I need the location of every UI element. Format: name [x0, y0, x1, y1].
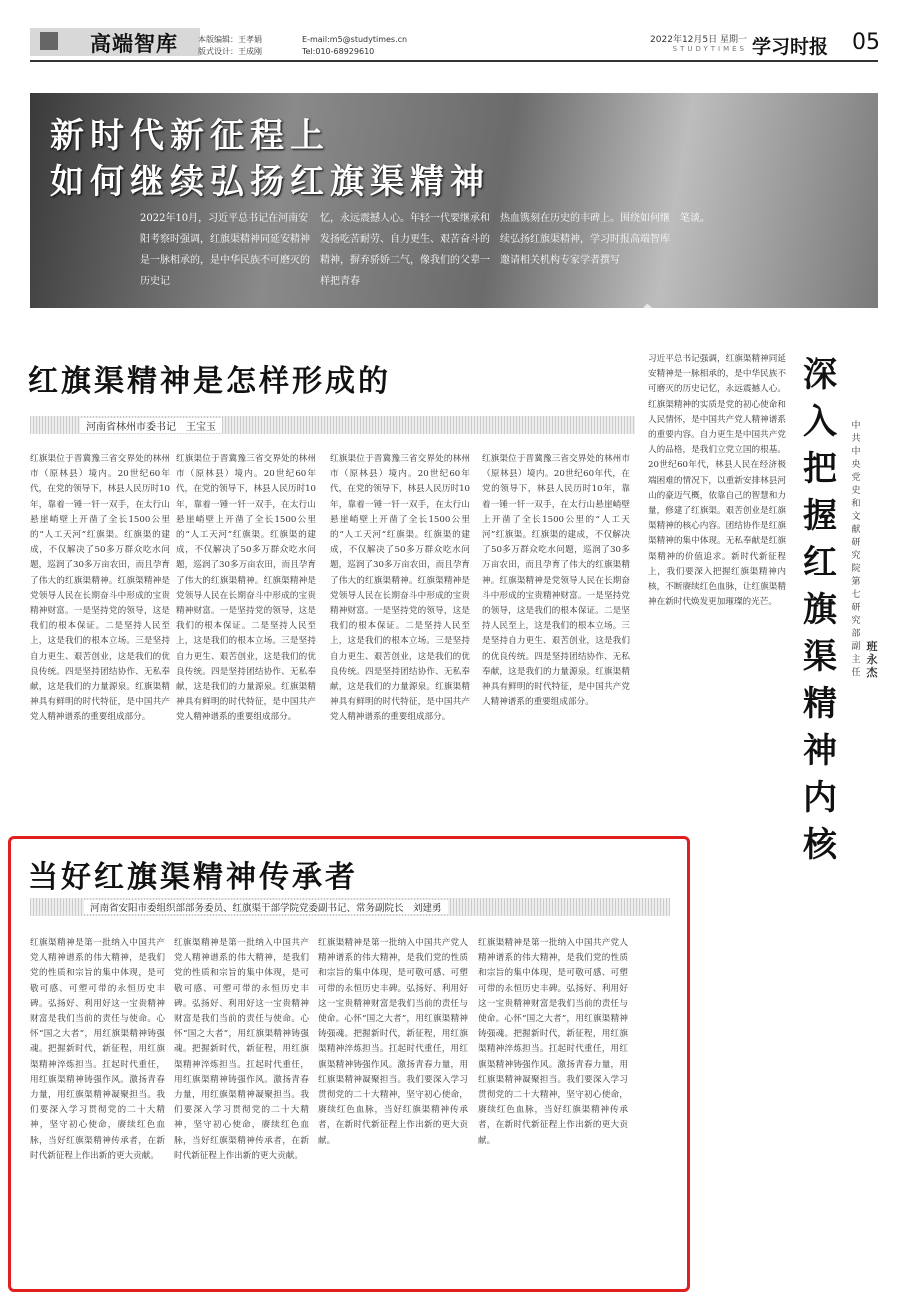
article2-author-title: 中共中央党史和文献研究院第七研究部副主任 — [851, 421, 861, 678]
article1-col-1: 红旗渠位于晋冀豫三省交界处的林州市（原林县）境内。20世纪60年代，在党的领导下，林县人民历时10年，靠着一锤一钎一双手，在太行山悬崖峭壁上开凿了全长1500公里的“人工天河”红旗渠。红旗渠的建成，不仅解决了50多万群众吃水问题，巡润了30多万亩农田，而且孕育了伟大的红旗渠精神。红旗渠精神是党领导人民在长期奋斗中形成的宝贵精神财富。一是坚持党的领导，这是我们的根本保证。二是坚持人民至上，这是我们的根本立场。三是坚持自力更生、艰苦创业，这是我们的优良传统。四是坚持团结协作、无私奉献，这是我们的力量源泉。红旗渠精神具有鲜明的时代特征，是中国共产党人精神谱系的重要组成部分。 — [30, 454, 170, 723]
email: E-mail:m5@studytimes.cn — [302, 35, 408, 44]
page-number: 05 — [852, 30, 880, 55]
designer-credit: 版式设计：王成刚 — [198, 47, 262, 56]
article3-col-2: 红旗渠精神是第一批纳入中国共产党人精神谱系的伟大精神，是我们党的性质和宗旨的集中体现，是可敬可感、可塑可带的永恒历史丰碑。弘扬好、利用好这一宝贵精神财富是我们当前的责任与使命。心怀“国之大者”，用红旗渠精神铸强魂。把握新时代，新征程，用红旗渠精神淬炼担当。扛起时代重任，用红旗渠精神铸强作风。激扬青春力量，用红旗渠精神凝聚担当。我们要深入学习贯彻党的二十大精神，坚守初心使命，赓续红色血脉，当好红旗渠精神传承者，在新时代新征程上作出新的更大贡献。 — [174, 938, 309, 1161]
article2-vertical-title: 深入把握红旗渠精神内核 — [803, 355, 837, 865]
article1-col-2: 红旗渠位于晋冀豫三省交界处的林州市（原林县）境内。20世纪60年代，在党的领导下，林县人民历时10年，靠着一锤一钎一双手，在太行山悬崖峭壁上开凿了全长1500公里的“人工天河”红旗渠。红旗渠的建成，不仅解决了50多万群众吃水问题，巡润了30多万亩农田，而且孕育了伟大的红旗渠精神。红旗渠精神是党领导人民在长期奋斗中形成的宝贵精神财富。一是坚持党的领导，这是我们的根本保证。二是坚持人民至上，这是我们的根本立场。三是坚持自力更生、艰苦创业，这是我们的优良传统。四是坚持团结协作、无私奉献，这是我们的力量源泉。红旗渠精神具有鲜明的时代特征，是中国共产党人精神谱系的重要组成部分。 — [176, 454, 316, 723]
article2-body: 习近平总书记强调，红旗渠精神同延安精神是一脉相承的，是中华民族不可磨灭的历史记忆，永远震撼人心。红旗渠精神的实质是党的初心使命和人民情怀，是中国共产党人精神谱系的重要内容。自力更生是中国共产党人的品格，是我们立党立国的根基。20世纪60年代，林县人民在经济极端困难的情况下，以重新安排林县河山的豪迈气概，依靠自己的智慧和力量，修建了红旗渠。艰苦创业是红旗渠精神的核心内容。团结协作是红旗渠精神的集中体现。无私奉献是红旗渠精神的价值追求。新时代新征程上，我们要深入把握红旗渠精神内核，不断赓续红色血脉，让红旗渠精神在新时代焕发更加璀璨的光芒。 — [648, 354, 786, 608]
paper-en-name: STUDYTIMES — [672, 45, 747, 53]
section-title: 高端智库 — [90, 32, 178, 56]
article3-col-4: 红旗渠精神是第一批纳入中国共产党人精神谱系的伟大精神，是我们党的性质和宗旨的集中体现，是可敬可感、可塑可带的永恒历史丰碑。弘扬好、利用好这一宝贵精神财富是我们当前的责任与使命。心怀“国之大者”，用红旗渠精神铸强魂。把握新时代，新征程，用红旗渠精神淬炼担当。扛起时代重任，用红旗渠精神铸强作风。激扬青春力量，用红旗渠精神凝聚担当。我们要深入学习贯彻党的二十大精神，坚守初心使命，赓续红色血脉，当好红旗渠精神传承者，在新时代新征程上作出新的更大贡献。 — [478, 938, 628, 1146]
article2-author-name: 班永杰 — [866, 640, 878, 679]
banner-title-line2: 如何继续弘扬红旗渠精神 — [50, 162, 490, 202]
intro-col-3: 热血镌刻在历史的丰碑上。围绕如何继续弘扬红旗渠精神，学习时报高端智库邀请相关机构专家学者撰写 — [500, 213, 670, 266]
paper-logo: 学习时报 — [752, 36, 829, 58]
section-square-icon — [40, 32, 58, 50]
intro-col-1: 2022年10月，习近平总书记在河南安阳考察时强调，红旗渠精神同延安精神是一脉相承的，是中华民族不可磨灭的历史记 — [140, 213, 310, 287]
header-rule — [30, 60, 878, 62]
intro-col-4: 笔谈。 — [680, 213, 710, 224]
article1-byline: 河南省林州市委书记 王宝玉 — [80, 418, 222, 433]
banner-title — [50, 113, 490, 205]
banner-intro — [140, 208, 878, 308]
article3-col-1: 红旗渠精神是第一批纳入中国共产党人精神谱系的伟大精神，是我们党的性质和宗旨的集中体现，是可敬可感、可塑可带的永恒历史丰碑。弘扬好、利用好这一宝贵精神财富是我们当前的责任与使命。心怀“国之大者”，用红旗渠精神铸强魂。把握新时代，新征程，用红旗渠精神淬炼担当。扛起时代重任，用红旗渠精神铸强作风。激扬青春力量，用红旗渠精神凝聚担当。我们要深入学习贯彻党的二十大精神，坚守初心使命，赓续红色血脉，当好红旗渠精神传承者，在新时代新征程上作出新的更大贡献。 — [30, 938, 165, 1161]
article3-title: 当好红旗渠精神传承者 — [28, 860, 358, 895]
article1-col-3: 红旗渠位于晋冀豫三省交界处的林州市（原林县）境内。20世纪60年代，在党的领导下，林县人民历时10年，靠着一锤一钎一双手，在太行山悬崖峭壁上开凿了全长1500公里的“人工天河”红旗渠。红旗渠的建成，不仅解决了50多万群众吃水问题，巡润了30多万亩农田，而且孕育了伟大的红旗渠精神。红旗渠精神是党领导人民在长期奋斗中形成的宝贵精神财富。一是坚持党的领导，这是我们的根本保证。二是坚持人民至上，这是我们的根本立场。三是坚持自力更生、艰苦创业，这是我们的优良传统。四是坚持团结协作、无私奉献，这是我们的力量源泉。红旗渠精神具有鲜明的时代特征，是中国共产党人精神谱系的重要组成部分。 — [330, 454, 470, 723]
article1-col-4: 红旗渠位于晋冀豫三省交界处的林州市（原林县）境内。20世纪60年代，在党的领导下，林县人民历时10年，靠着一锤一钎一双手，在太行山悬崖峭壁上开凿了全长1500公里的“人工天河”红旗渠。红旗渠的建成，不仅解决了50多万群众吃水问题，巡润了30多万亩农田，而且孕育了伟大的红旗渠精神。红旗渠精神是党领导人民在长期奋斗中形成的宝贵精神财富。一是坚持党的领导，这是我们的根本保证。二是坚持人民至上，这是我们的根本立场。三是坚持自力更生、艰苦创业，这是我们的优良传统。四是坚持团结协作、无私奉献，这是我们的力量源泉。红旗渠精神具有鲜明的时代特征，是中国共产党人精神谱系的重要组成部分。 — [482, 454, 630, 708]
article1-title: 红旗渠精神是怎样形成的 — [28, 364, 391, 399]
issue-date: 2022年12月5日 星期一 — [650, 35, 747, 45]
article3-byline: 河南省安阳市委组织部部务委员、红旗渠干部学院党委副书记、常务副院长 刘建勇 — [84, 900, 448, 914]
page-header — [0, 0, 907, 62]
article3-col-3: 红旗渠精神是第一批纳入中国共产党人精神谱系的伟大精神，是我们党的性质和宗旨的集中体现，是可敬可感、可塑可带的永恒历史丰碑。弘扬好、利用好这一宝贵精神财富是我们当前的责任与使命。心怀“国之大者”，用红旗渠精神铸强魂。把握新时代，新征程，用红旗渠精神淬炼担当。扛起时代重任，用红旗渠精神铸强作风。激扬青春力量，用红旗渠精神凝聚担当。我们要深入学习贯彻党的二十大精神，坚守初心使命，赓续红色血脉，当好红旗渠精神传承者，在新时代新征程上作出新的更大贡献。 — [318, 938, 468, 1146]
intro-col-2: 忆，永远震撼人心。年轻一代要继承和发扬吃苦耐劳、自力更生、艰苦奋斗的精神，摒弃骄娇二气，像我们的父辈一样把青春 — [320, 213, 490, 287]
tel: Tel:010-68929610 — [302, 47, 375, 56]
banner-title-line1: 新时代新征程上 — [50, 116, 330, 156]
editor-credit: 本版编辑：王孝娟 — [198, 35, 262, 44]
